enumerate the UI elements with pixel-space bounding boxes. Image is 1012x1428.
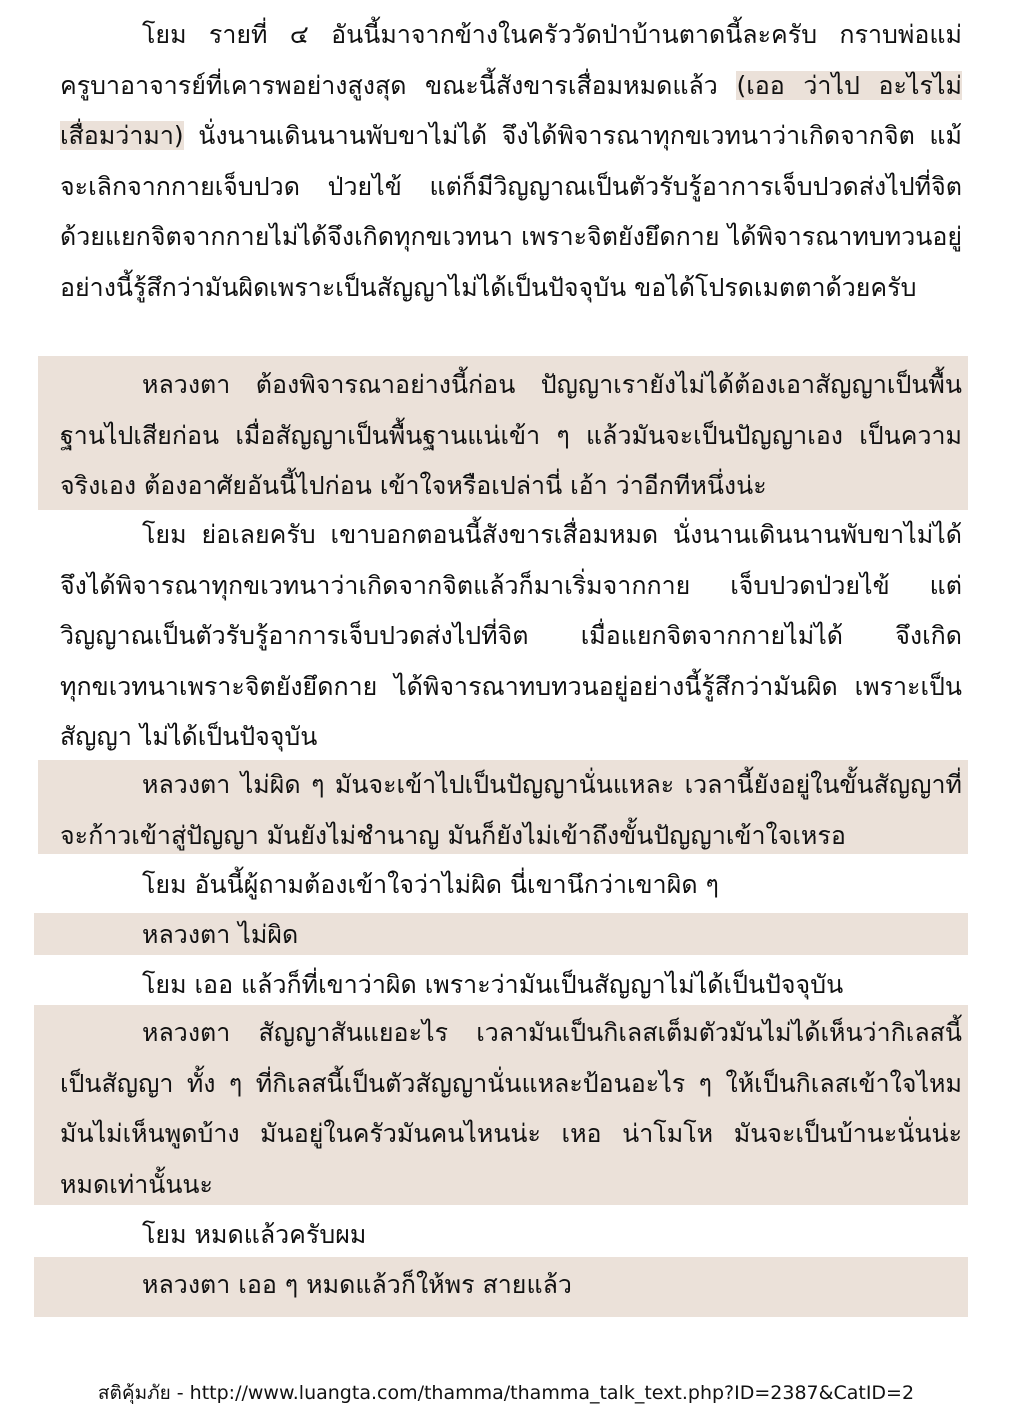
paragraph-text: ต้องพิจารณาอย่างนี้ก่อน ปัญญาเรายังไม่ได้ต้องเอาสัญญาเป็นพื้นฐานไปเสียก่อน เมื่อสัญญาเป็นพื้นฐานแน่เข้า ๆ แล้วมันจะเป็นปัญญาเอง เป็นความจริงเอง ต้องอาศัยอันนี้ไปก่อน เข้าใจหรือเปล่านี่ เอ้า ว่าอีกทีหนึ่งน่ะ [60,370,962,500]
paragraph-text: อันนี้ผู้ถามต้องเข้าใจว่าไม่ผิด นี่เขานึกว่าเขาผิด ๆ [186,870,719,899]
paragraph-text: เออ แล้วก็ที่เขาว่าผิด เพราะว่ามันเป็นสัญญาไม่ได้เป็นปัจจุบัน [186,970,844,999]
paragraph-text: นั่งนานเดินนานพับขาไม่ได้ จึงได้พิจารณาทุกขเวทนาว่าเกิดจากจิต แม้จะเลิกจากกายเจ็บปวด ป่วยไข้ แต่ก็มีวิญญาณเป็นตัวรับรู้อาการเจ็บปวดส่งไปที่จิต ด้วยแยกจิตจากกายไม่ได้จึงเกิดทุกขเวทนา เพราะจิตยังยึดกาย ได้พิจารณาทบทวนอยู่อย่างนี้รู้สึกว่ามันผิดเพราะเป็นสัญญาไม่ได้เป็นปัจจุบัน ขอได้โปรดเมตตาด้วยครับ [60,121,962,302]
speaker-label: โยม [142,970,187,999]
paragraph-2 [60,360,962,512]
speaker-label: หลวงตา [142,370,231,399]
speaker-label: หลวงตา [142,1270,231,1299]
paragraph-text: ย่อเลยครับ เขาบอกตอนนี้สังขารเสื่อมหมด นั่งนานเดินนานพับขาไม่ได้ จึงได้พิจารณาทุกขเวทนาว่าเกิดจากจิตแล้วก็มาเริ่มจากกาย เจ็บปวดป่วยไข้ แต่วิญญาณเป็นตัวรับรู้อาการเจ็บปวดส่งไปที่จิต เมื่อแยกจิตจากกายไม่ได้ จึงเกิดทุกขเวทนาเพราะจิตยังยึดกาย ได้พิจารณาทบทวนอยู่อย่างนี้รู้สึกว่ามันผิด เพราะเป็นสัญญา ไม่ได้เป็นปัจจุบัน [60,520,962,751]
paragraph-text: เออ ๆ หมดแล้วก็ให้พร สายแล้ว [230,1270,572,1299]
paragraph-text: ไม่ผิด ๆ มันจะเข้าไปเป็นปัญญานั่นแหละ เวลานี้ยังอยู่ในขั้นสัญญาที่จะก้าวเข้าสู่ปัญญา มันยังไม่ชำนาญ มันก็ยังไม่เข้าถึงขั้นปัญญาเข้าใจเหรอ [60,770,962,850]
paragraph-text: หมดแล้วครับผม [186,1220,367,1249]
speaker-label: โยม [142,520,187,549]
speaker-label: หลวงตา [142,1018,231,1047]
paragraph-text: รายที่ ๔ อันนี้มาจากข้างในครัววัดป่าบ้านตาดนี้ละครับ กราบพ่อแม่ครูบาอาจารย์ที่เคารพอย่างสูงสุด ขณะนี้สังขารเสื่อมหมดแล้ว [60,20,962,100]
highlighted-text: (เออ ว่าไป อะไรไม่เสื่อมว่ามา) [60,70,962,150]
paragraph-8 [60,1008,962,1210]
speaker-label: โยม [142,1220,187,1249]
paragraph-5 [60,860,962,911]
speaker-label: โยม [142,870,187,899]
speaker-label: หลวงตา [142,920,231,949]
paragraph-10 [60,1260,962,1311]
speaker-label: หลวงตา [142,770,231,799]
paragraph-7 [60,960,962,1011]
paragraph-text: สัญญาสันแยอะไร เวลามันเป็นกิเลสเต็มตัวมันไม่ได้เห็นว่ากิเลสนี้เป็นสัญญา ทั้ง ๆ ที่กิเลสนี้เป็นตัวสัญญานั่นแหละป้อนอะไร ๆ ให้เป็นกิเลสเข้าใจไหม มันไม่เห็นพูดบ้าง มันอยู่ในครัวมันคนไหนน่ะ เหอ น่าโมโห มันจะเป็นบ้านะนั่นน่ะ หมดเท่านั้นนะ [60,1018,962,1199]
paragraph-3 [60,510,962,763]
speaker-label: โยม [142,20,187,49]
paragraph-text: ไม่ผิด [230,920,299,949]
paragraph-1 [60,10,962,313]
paragraph-6 [60,910,962,961]
paragraph-9 [60,1210,962,1261]
paragraph-4 [60,760,962,861]
footer-source-link[interactable]: สติคุ้มภัย - http://www.luangta.com/thamma/thamma_talk_text.php?ID=2387&CatID=2 [97,1382,915,1404]
